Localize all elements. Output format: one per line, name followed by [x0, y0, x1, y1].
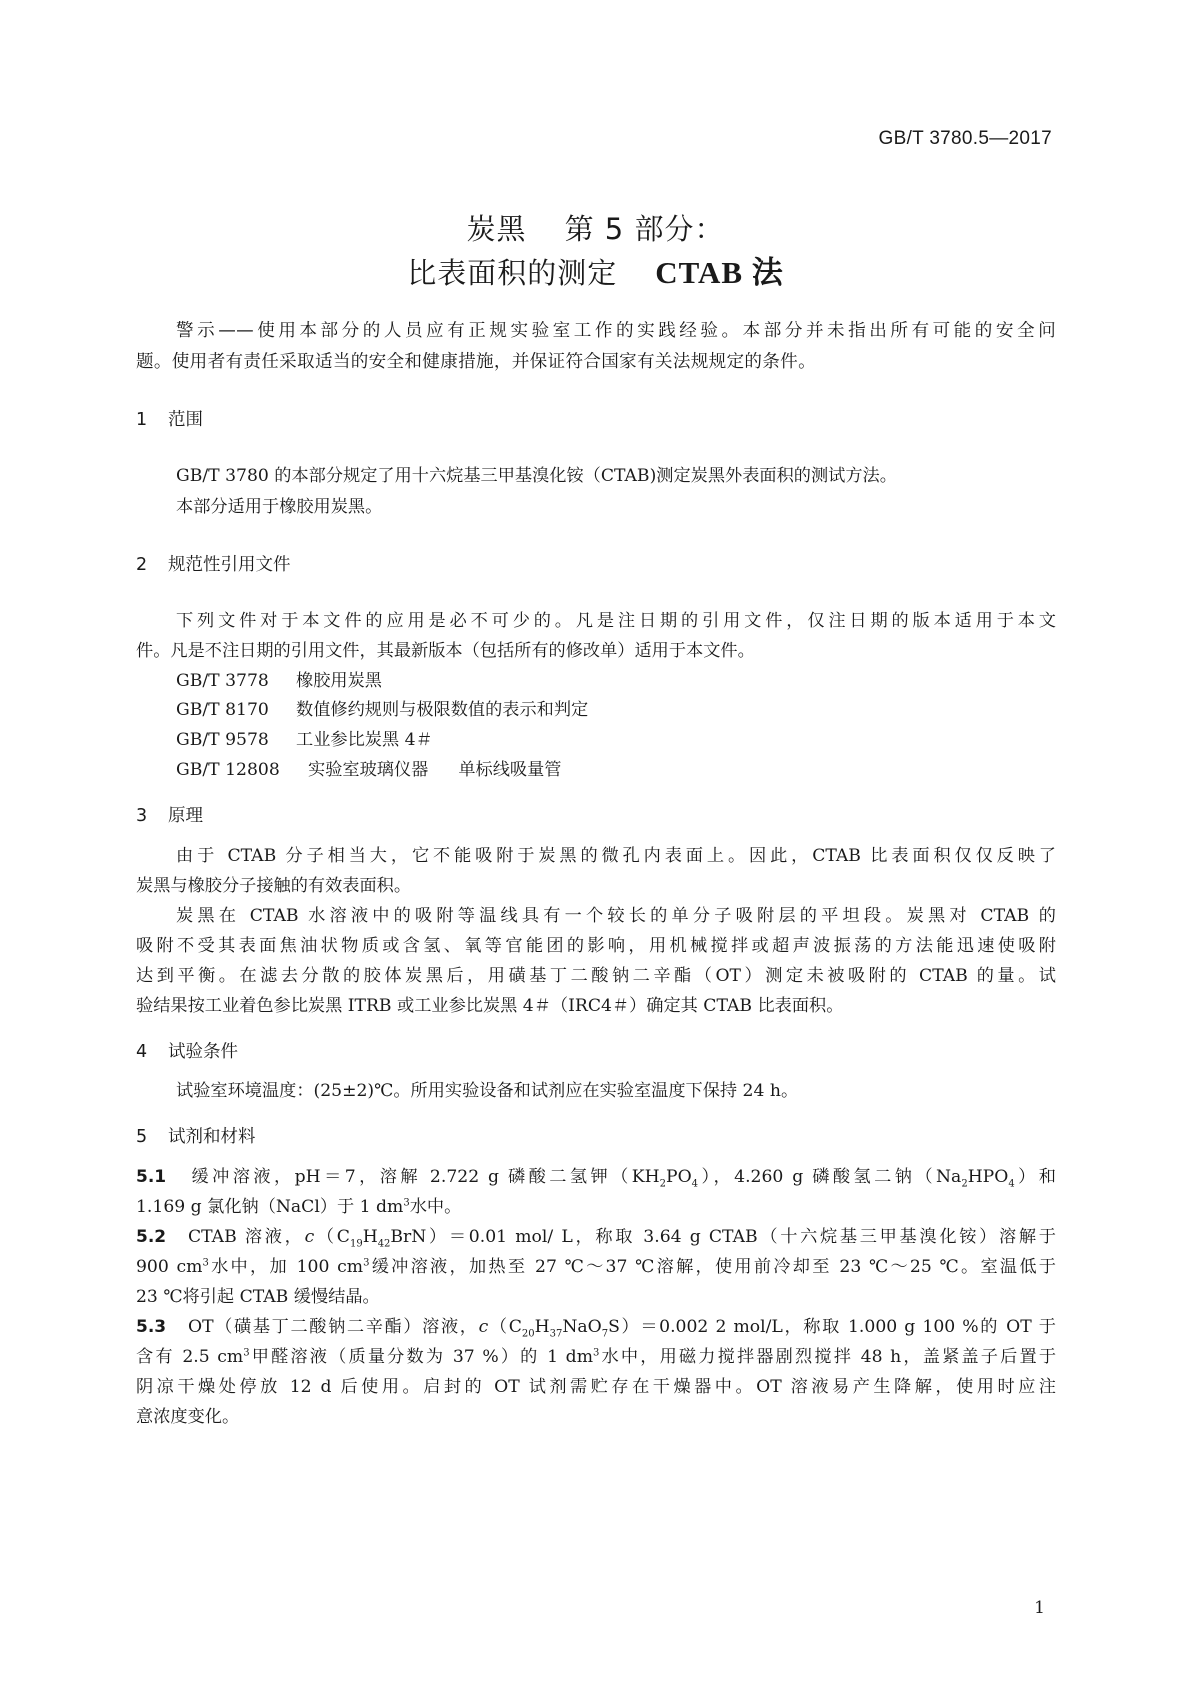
standard-number: GB/T 3780.5—2017: [878, 128, 1052, 149]
clause-line: 含有 2.5 $cm^3$甲醛溶液（质量分数为 37 %）的 1 $dm^3$水中，用磁力搅拌器剧烈搅拌 48 h，盖紧盖子后置于: [136, 1347, 1057, 1367]
clause-line: 意浓度变化。: [136, 1407, 240, 1427]
title-part: 炭黑: [466, 212, 527, 246]
paragraph-line: 本部分适用于橡胶用炭黑。: [176, 497, 383, 517]
warning-line: 题。使用者有责任采取适当的安全和健康措施，并保证符合国家有关法规规定的条件。: [136, 352, 816, 372]
paragraph-line: 炭黑在 CTAB 水溶液中的吸附等温线具有一个较长的单分子吸附层的平坦段。炭黑对 CTAB 的: [176, 906, 1056, 926]
section-heading: 1 范围: [136, 410, 203, 430]
clause-line: 5.1 缓冲溶液，pH＝7，溶解 2.722 g 磷酸二氢钾$(KH_2PO_4)$，4.260 g 磷酸氢二钠$(Na_2HPO_4)$和: [136, 1167, 1056, 1190]
clause-line: 900 $cm^3$水中，加 100 $cm^3$缓冲溶液，加热至 27 ℃～37 ℃溶解，使用前冷却至 23 ℃～25 ℃。室温低于: [136, 1257, 1056, 1277]
clause-line: 阴凉干燥处停放 12 d 后使用。启封的 OT 试剂需贮存在干燥器中。OT 溶液易产生降解，使用时应注: [136, 1377, 1056, 1397]
paragraph-line: 吸附不受其表面焦油状物质或含氢、氧等官能团的影响，用机械搅拌或超声波振荡的方法能迅速使吸附: [136, 936, 1056, 956]
section-heading: 2 规范性引用文件: [136, 555, 291, 575]
paragraph-line: 下列文件对于本文件的应用是必不可少的。凡是注日期的引用文件，仅注日期的版本适用于本文: [176, 611, 1056, 631]
paragraph-line: 达到平衡。在滤去分散的胶体炭黑后，用磺基丁二酸钠二辛酯（OT）测定未被吸附的 CTAB 的量。试: [136, 966, 1056, 986]
section-heading: 4 试验条件: [136, 1042, 238, 1062]
title-line-2: [0, 257, 1191, 288]
reference-item: GB/T 9578 工业参比炭黑 4＃: [176, 730, 433, 750]
paragraph-line: 由于 CTAB 分子相当大，它不能吸附于炭黑的微孔内表面上。因此，CTAB 比表面积仅仅反映了: [176, 846, 1056, 866]
title-part: 比表面积的测定: [407, 256, 618, 290]
paragraph-line: 件。凡是不注日期的引用文件，其最新版本（包括所有的修改单）适用于本文件。: [136, 641, 755, 661]
clause-line: 5.2 CTAB 溶液，$c(C_{19}H_{42}BrN)=0.01$ mol/ L，称取 3.64 g CTAB（十六烷基三甲基溴化铵）溶解于: [136, 1227, 1056, 1250]
section-heading: 5 试剂和材料: [136, 1127, 256, 1147]
title-line-1: [0, 212, 1191, 246]
clause-line: 1.169 g 氯化钠（NaCl）于 1 $dm^3$水中。: [136, 1197, 462, 1217]
paragraph-line: GB/T 3780 的本部分规定了用十六烷基三甲基溴化铵（CTAB)测定炭黑外表面积的测试方法。: [176, 466, 897, 486]
clause-line: 23 ℃将引起 CTAB 缓慢结晶。: [136, 1287, 380, 1307]
title-part: CTAB 法: [655, 255, 784, 290]
title-part: 第 5 部分：: [564, 212, 725, 246]
reference-item: GB/T 3778 橡胶用炭黑: [176, 671, 382, 691]
warning-notice: [136, 321, 1056, 372]
reference-item: GB/T 8170 数值修约规则与极限数值的表示和判定: [176, 700, 589, 720]
warning-line: 警示——使用本部分的人员应有正规实验室工作的实践经验。本部分并未指出所有可能的安全问: [176, 321, 1056, 341]
paragraph-line: 炭黑与橡胶分子接触的有效表面积。: [136, 876, 412, 896]
reference-item: GB/T 12808 实验室玻璃仪器 单标线吸量管: [176, 760, 562, 780]
paragraph-line: 验结果按工业着色参比炭黑 ITRB 或工业参比炭黑 4＃（IRC4＃）确定其 CTAB 比表面积。: [136, 996, 844, 1016]
paragraph-line: 试验室环境温度：(25±2)℃。所用实验设备和试剂应在实验室温度下保持 24 h。: [176, 1081, 799, 1101]
section-heading: 3 原理: [136, 806, 203, 826]
page-number: 1: [1034, 1598, 1045, 1618]
clause-line: 5.3 OT（磺基丁二酸钠二辛酯）溶液，$c(C_{20}H_{37}NaO_7S)=0.002$ 2 mol/L，称取 1.000 g 100 %的 OT 于: [136, 1317, 1056, 1340]
